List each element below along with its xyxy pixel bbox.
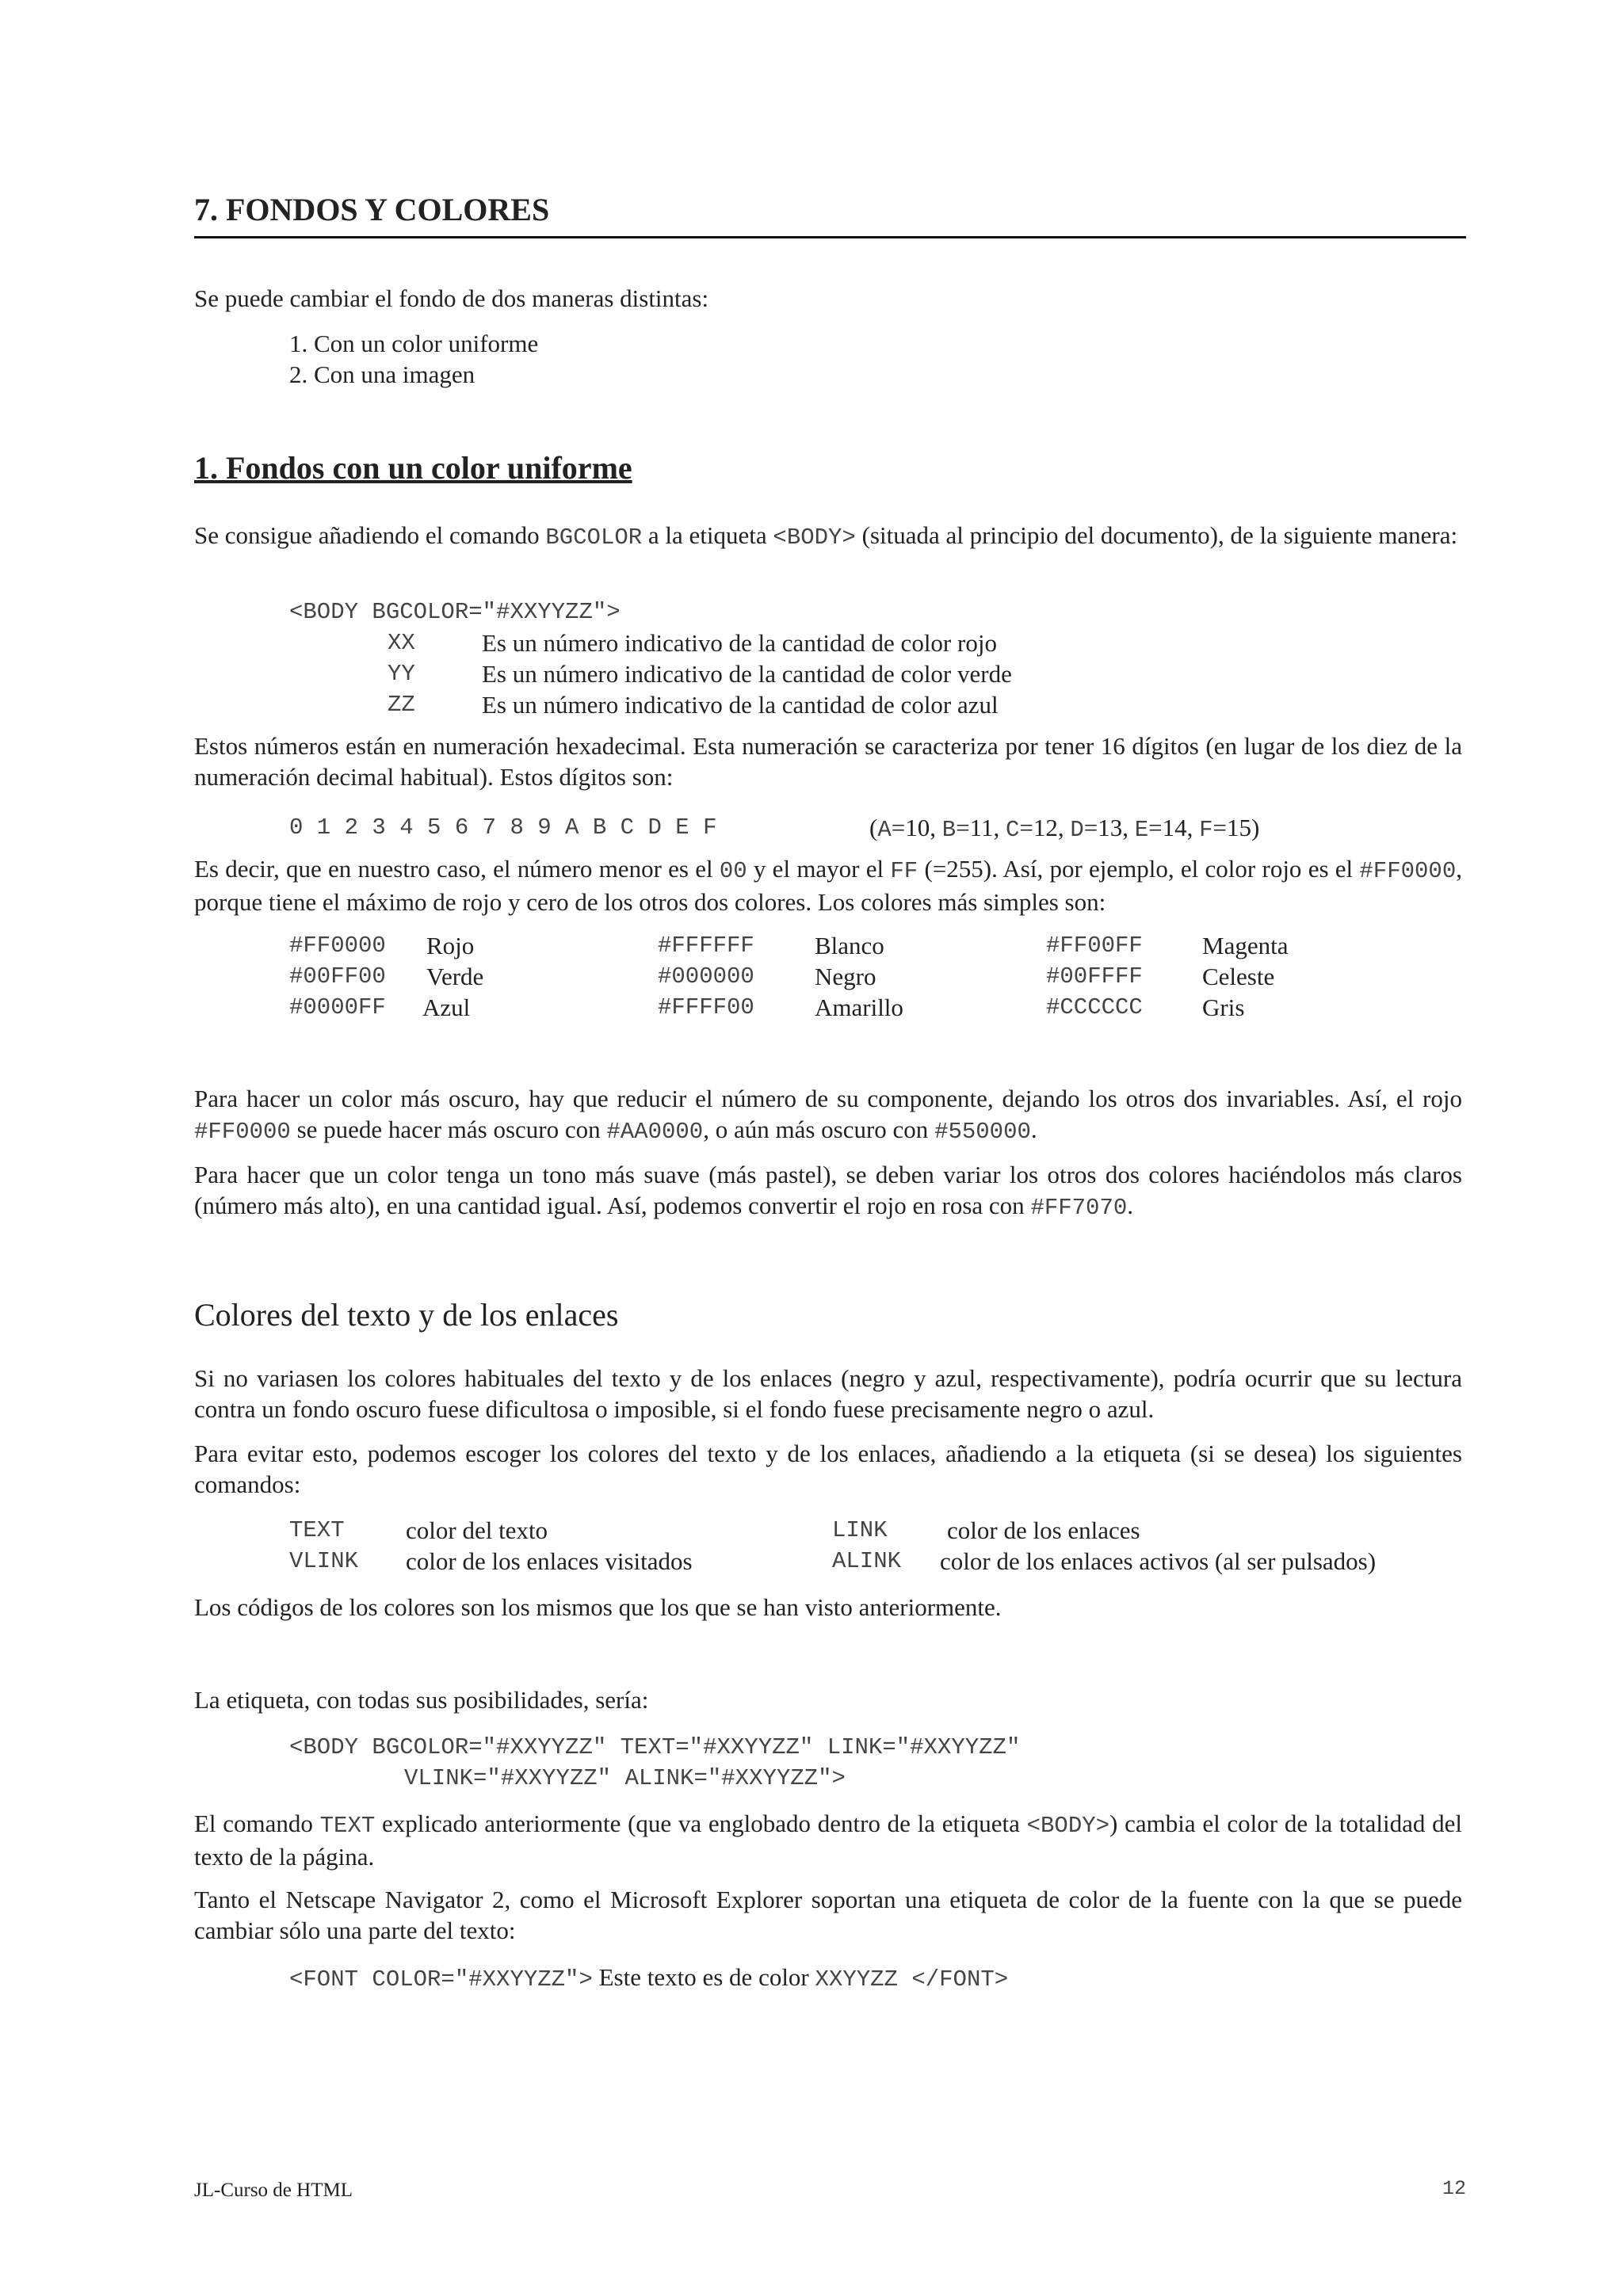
text-run: =10, [891,814,942,841]
command-text: color de los enlaces activos (al ser pulsados) [940,1547,1377,1575]
intro-list-item-2: 2. Con una imagen [289,360,475,388]
code-digit: B [941,817,957,843]
command-code-text: TEXT [289,1517,345,1543]
def-text-xx: Es un número indicativo de la cantidad de color rojo [482,629,997,657]
code-bgcolor: BGCOLOR [545,524,643,551]
section-1-paragraph-4 [194,1083,1462,1147]
code-aa0000: #AA0000 [606,1119,704,1145]
section-1-paragraph-1 [194,520,1462,553]
command-code-link: LINK [832,1517,888,1543]
code-digit: D [1070,817,1084,843]
section-1-paragraph-3 [194,853,1462,917]
section-1-number: 1. [194,450,218,486]
text-run: El comando [194,1810,320,1837]
color-name: Magenta [1202,932,1289,959]
text-run: , porque tiene el máximo de rojo y cero de los otros dos colores. Los colores más simples son: [194,855,1462,916]
code-ff7070: #FF7070 [1030,1195,1128,1221]
text-run: a la etiqueta [642,521,773,549]
code-digit: F [1199,817,1213,843]
color-name: Rojo [426,932,475,959]
code-text: TEXT [319,1813,376,1839]
full-tag-line-2: VLINK="#XXYYZZ" ALINK="#XXYYZZ"> [404,1765,846,1791]
chapter-title: 7. FONDOS Y COLORES [194,190,1466,238]
color-name: Amarillo [815,994,903,1021]
syntax-body-bgcolor: <BODY BGCOLOR="#XXYYZZ"> [289,599,621,625]
section-2-paragraph-2: Para evitar esto, podemos escoger los colores del texto y de los enlaces, añadiendo a la etiqueta (si se desea) los siguientes comandos: [194,1440,1462,1498]
code-digit: E [1134,817,1149,843]
text-run: Este texto es de color [592,1963,815,1991]
hex-digit-values: (A=10, B=11, C=12, D=13, E=14, F=15) [869,814,1260,843]
text-run: =13, [1083,814,1135,841]
text-run: y el mayor el [747,855,891,883]
color-code: #FF00FF [1046,933,1143,959]
code-ff0000: #FF0000 [1359,858,1457,884]
color-name: Negro [815,963,876,990]
def-text-zz: Es un número indicativo de la cantidad de color azul [482,691,999,719]
section-1-paragraph-2: Estos números están en numeración hexadecimal. Esta numeración se caracteriza por tener 16 dígitos (en lugar de los diez de la numeración decimal habitual). Estos dígitos son: [194,732,1462,791]
def-code-zz: ZZ [388,692,415,718]
text-run: Se consigue añadiendo el comando [194,521,546,549]
page-number: 12 [1442,2177,1467,2200]
text-run: explicado anteriormente (que va englobado dentro de la etiqueta [375,1810,1027,1837]
command-text: color de los enlaces [947,1516,1140,1544]
code-body-tag: <BODY> [1026,1813,1110,1839]
section-2-paragraph-3: Los códigos de los colores son los mismos que los que se han visto anteriormente. [194,1593,1002,1621]
code-font-open: <FONT COLOR="#XXYYZZ"> [289,1966,593,1993]
command-text: color del texto [406,1516,548,1544]
text-run: Para hacer un color más oscuro, hay que reducir el número de su componente, dejando los otros dos invariables. Así, el rojo [194,1085,1462,1112]
command-text: color de los enlaces visitados [406,1547,693,1575]
section-2-paragraph-4: La etiqueta, con todas sus posibilidades, sería: [194,1686,649,1714]
font-tag-example [289,1962,1008,1995]
color-code: #FFFFFF [658,933,754,959]
footer-course-name: JL-Curso de HTML [194,2180,353,2201]
color-code: #00FF00 [289,963,386,990]
text-run: (situada al principio del documento), de la siguiente manera: [855,521,1458,549]
code-ff0000: #FF0000 [194,1119,291,1145]
code-550000: #550000 [934,1119,1031,1145]
color-code: #FFFF00 [658,994,754,1020]
color-code: #0000FF [289,994,386,1020]
color-code: #CCCCCC [1046,994,1143,1020]
def-code-yy: YY [388,661,415,687]
section-2-heading: Colores del texto y de los enlaces [194,1297,619,1333]
text-run: . [1127,1192,1134,1219]
color-code: #000000 [658,963,754,990]
color-name: Gris [1202,994,1245,1021]
section-2-paragraph-1: Si no variasen los colores habituales del texto y de los enlaces (negro y azul, respectivamente), podría ocurrir que su lectura contra un fondo oscuro fuese dificultosa o imposible, si el fondo fuese precisamente negro o azul. [194,1364,1462,1423]
text-run: ) cambia el color de la totalidad del texto de la página. [194,1810,1462,1871]
text-run: =15) [1212,814,1260,841]
text-run: =11, [956,814,1006,841]
code-digit: A [877,817,892,843]
section-2-paragraph-6: Tanto el Netscape Navigator 2, como el Microsoft Explorer soportan una etiqueta de color de la fuente con la que se puede cambiar sólo una parte del texto: [194,1886,1462,1944]
text-run: , o aún más oscuro con [703,1116,935,1143]
code-font-close: XXYYZZ </FONT> [815,1966,1009,1993]
code-digit: C [1005,817,1020,843]
text-run: (=255). Así, por ejemplo, el color rojo es el [918,855,1360,883]
command-code-vlink: VLINK [289,1548,359,1574]
full-tag-line-1: <BODY BGCOLOR="#XXYYZZ" TEXT="#XXYYZZ" LINK="#XXYYZZ" [289,1734,1021,1760]
section-1-title: Fondos con un color uniforme [226,450,632,486]
text-run: =14, [1148,814,1200,841]
text-run: Para hacer que un color tenga un tono más suave (más pastel), se deben variar los otros dos colores haciéndolos más claros (número más alto), en una cantidad igual. Así, podemos convertir el rojo en rosa con [194,1161,1462,1219]
def-text-yy: Es un número indicativo de la cantidad de color verde [482,660,1012,688]
text-run: se puede hacer más oscuro con [290,1116,607,1143]
section-2-paragraph-5 [194,1808,1462,1872]
hex-digits: 0 1 2 3 4 5 6 7 8 9 A B C D E F [289,814,717,841]
text-run: =12, [1019,814,1071,841]
text-run: . [1030,1116,1037,1143]
code-body-tag: <BODY> [773,524,856,551]
def-code-xx: XX [388,630,415,656]
color-name: Azul [422,994,471,1021]
color-code: #00FFFF [1046,963,1143,990]
section-1-paragraph-5 [194,1159,1462,1223]
intro-list-item-1: 1. Con un color uniforme [289,330,539,357]
text-run: Es decir, que en nuestro caso, el número menor es el [194,855,720,883]
section-1-heading [194,448,632,488]
color-name: Blanco [815,932,884,959]
intro-paragraph: Se puede cambiar el fondo de dos maneras distintas: [194,284,709,312]
code-00: 00 [719,858,747,884]
color-name: Verde [426,963,484,990]
color-name: Celeste [1202,963,1275,990]
color-code: #FF0000 [289,933,386,959]
command-code-alink: ALINK [832,1548,902,1574]
code-ff: FF [890,858,918,884]
